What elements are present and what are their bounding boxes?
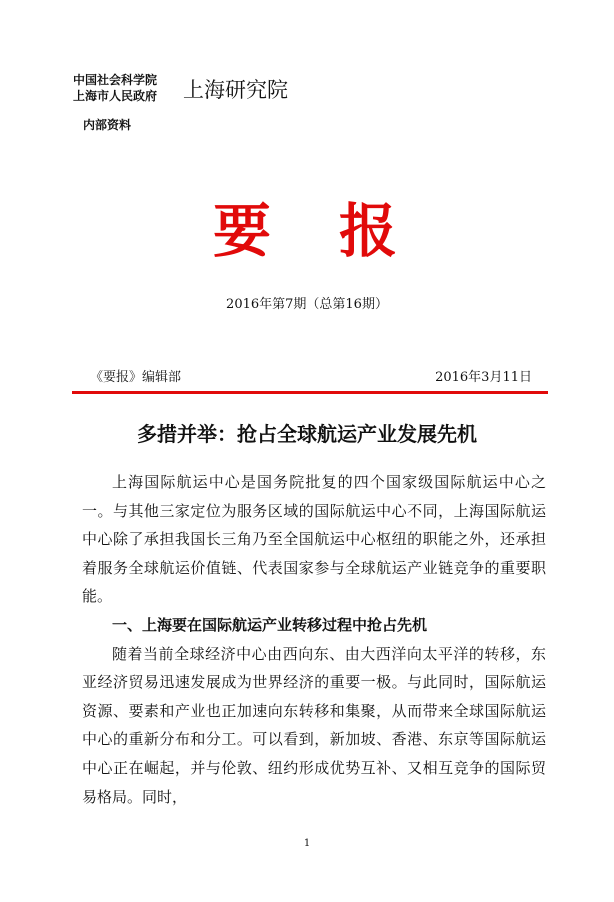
masthead-title bbox=[0, 196, 614, 266]
paragraph-intro: 上海国际航运中心是国务院批复的四个国家级国际航运中心之一。与其他三家定位为服务区域的国际航运中心不同，上海国际航运中心除了承担我国长三角乃至全国航运中心枢纽的职能之外，还承担着服务全球航运价值链、代表国家参与全球航运产业链竞争的重要职能。 bbox=[82, 473, 546, 606]
masthead-char-2: 报 bbox=[339, 197, 402, 265]
letterhead bbox=[73, 72, 333, 112]
org-cass: 中国社会科学院 bbox=[73, 73, 158, 87]
red-divider bbox=[72, 391, 548, 394]
publication-date: 2016年3月11日 bbox=[435, 370, 532, 385]
institute-name: 上海研究院 bbox=[183, 78, 288, 102]
page-number: 1 bbox=[303, 838, 311, 849]
issuing-organizations bbox=[73, 72, 157, 104]
org-shanghai-government: 上海市人民政府 bbox=[73, 89, 158, 103]
issue-number: 2016年第7期（总第16期） bbox=[226, 297, 388, 312]
article-title: 多措并举：抢占全球航运产业发展先机 bbox=[137, 422, 477, 446]
article-body bbox=[82, 468, 546, 811]
section-heading-1: 一、上海要在国际航运产业转移过程中抢占先机 bbox=[112, 615, 428, 634]
classification-label: 内部资料 bbox=[83, 118, 132, 132]
editorial-department: 《要报》编辑部 bbox=[90, 370, 182, 385]
paragraph-section-1: 随着当前全球经济中心由西向东、由大西洋向太平洋的转移，东亚经济贸易迅速发展成为世界经济的重要一极。与此同时，国际航运资源、要素和产业也正加速向东转移和集聚，从而带来全球国际航运中心的重新分布和分工。可以看到，新加坡、香港、东京等国际航运中心正在崛起，并与伦敦、纽约形成优势互补、又相互竞争的国际贸易格局。同时， bbox=[82, 644, 546, 806]
masthead-char-1: 要 bbox=[212, 197, 275, 265]
publisher-line bbox=[90, 369, 540, 389]
